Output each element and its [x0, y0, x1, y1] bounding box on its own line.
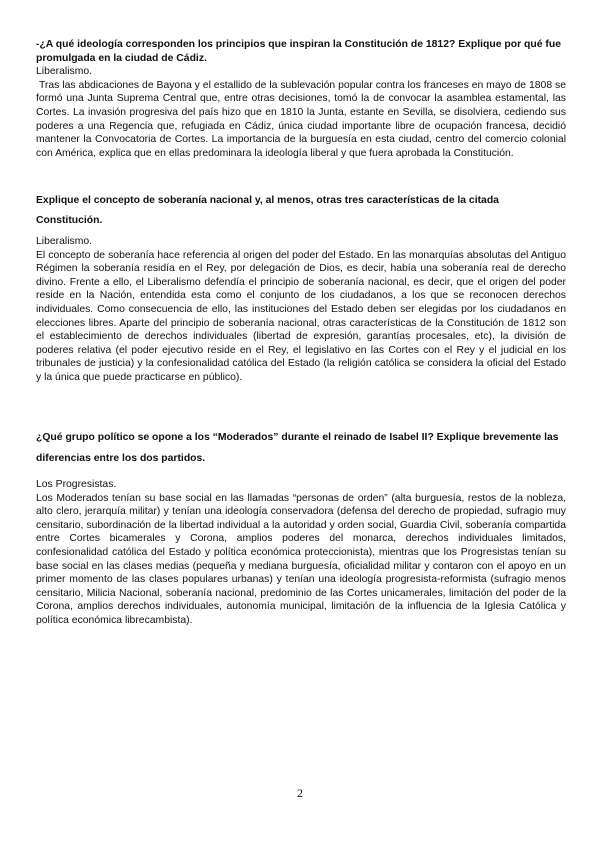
page-number: 2: [297, 786, 303, 800]
question-block-3: [36, 427, 566, 628]
question-block-2: [36, 191, 566, 385]
answer-1-paragraph: Tras las abdicaciones de Bayona y el estallido de la sublevación popular contra los franceses en mayo de 1808 se formó una Junta Suprema Central que, entre otras decisiones, tomó la de convocar la asamblea estamental, las Cortes. La invasión progresiva del país hizo que en 1810 la Junta, estante en Sevilla, se disolviera, cediendo sus poderes a una Regencia que, refugiada en Cádiz, única ciudad importante libre de ocupación francesa, decidió mantener la Convocatoria de Cortes. La importancia de la burguesía en esta ciudad, centro del comercio colonial con América, explica que en ellas predominara la ideología liberal y que fuera aprobada la Constitución.: [36, 79, 569, 159]
question-block-1: [36, 38, 569, 160]
answer-2-paragraph: El concepto de soberanía hace referencia al origen del poder del Estado. En las monarquías absolutas del Antiguo Régimen la soberanía residía en el Rey, por delegación de Dios, es decir, había una soberanía real de derecho divino. Frente a ello, el Liberalismo defendía el principio de soberanía nacional, es decir, que el origen del poder reside en la Nación, entendida esta como el conjunto de los ciudadanos, a los que se reconocen derechos individuales. Como consecuencia de ello, las instituciones del Estado deben ser elegidas por los ciudadanos en elecciones libres. Aparte del principio de soberanía nacional, otras características de la Constitución de 1812 son el establecimiento de derechos individuales (libertad de expresión, garantías procesales, etc), la división de poderes relativa (el poder ejecutivo reside en el Rey, el legislativo en las Cortes con el Rey y el judicial en los tribunales de justicia) y la confesionalidad católica del Estado (la religión católica se considera la oficial del Estado y la única que puede practicarse en público).: [36, 249, 566, 383]
question-2-heading: Explique el concepto de soberanía nacional y, al menos, otras tres características de la citada Constitución.: [36, 195, 499, 226]
answer-3-title: Los Progresistas.: [36, 479, 117, 490]
answer-1-title: Liberalismo.: [36, 66, 93, 78]
answer-2-title: Liberalismo.: [36, 236, 93, 247]
question-3-heading: ¿Qué grupo político se opone a los “Moderados” durante el reinado de Isabel II? Explique brevemente las diferencias entre los dos partidos.: [36, 432, 559, 464]
question-1-heading: -¿A qué ideología corresponden los principios que inspiran la Constitución de 1812? Explique por qué fue promulgada en la ciudad de Cádiz.: [36, 39, 561, 64]
answer-3-paragraph: Los Moderados tenían su base social en las llamadas “personas de orden” (alta burguesía, restos de la nobleza, alto clero, jerarquía militar) y tenían una ideología conservadora (defensa del derecho de propiedad, sufragio muy censitario, subordinación de la libertad individual a la autoridad y orden social, Guardia Civil, soberanía compartida entre Cortes bicamerales y Corona, amplios poderes del monarca, derechos individuales limitados, confesionalidad católica del Estado y política económica proteccionista), mientras que los Progresistas tenían su base social en las clases medias (pequeña y mediana burguesía, oficialidad militar y contaron con el apoyo en un primer momento de las clases populares urbanas) y tenían una ideología progresista-reformista (sufragio menos censitario, Milicia Nacional, soberanía nacional, predominio de las Cortes unicamerales, limitación del poder de la Corona, amplios derechos individuales, autonomía municipal, limitación de la influencia de la Iglesia Católica y política económica librecambista).: [36, 492, 566, 626]
